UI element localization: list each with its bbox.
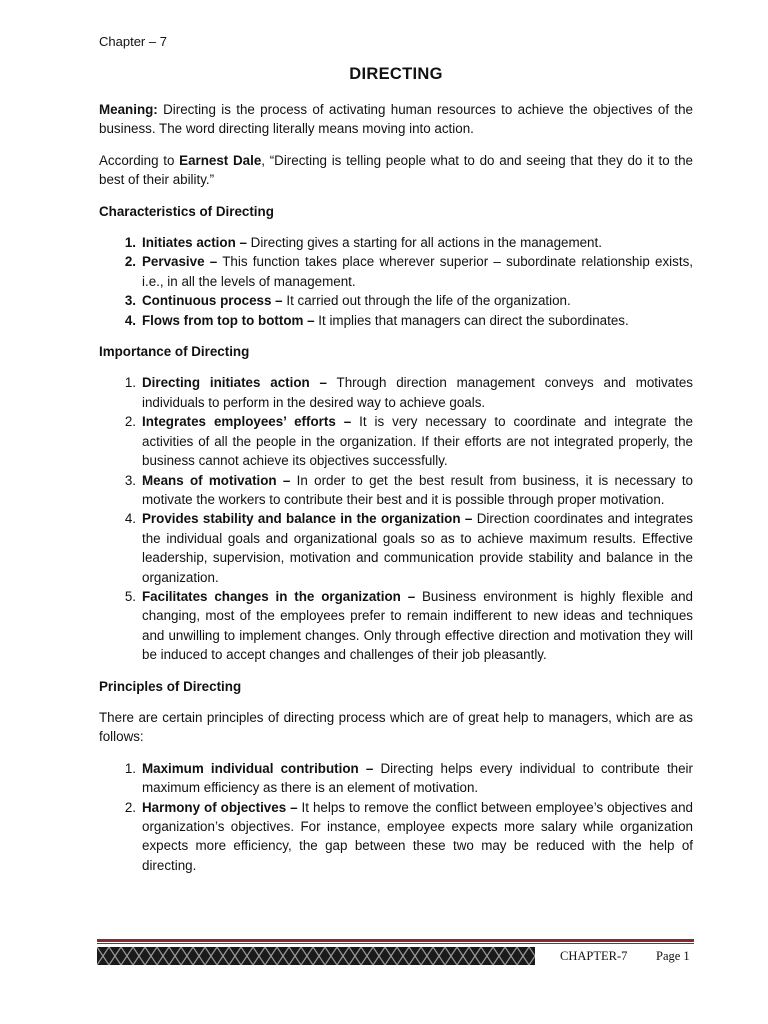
list-item: [99, 291, 693, 310]
footer-pattern-band: [97, 947, 535, 965]
list-text: Directing gives a starting for all actions in the management.: [246, 235, 602, 251]
principles-intro: There are certain principles of directing process which are of great help to managers, which are as follows:: [99, 709, 693, 745]
importance-heading: Importance of Directing: [99, 344, 250, 360]
list-number: 2.: [124, 799, 136, 815]
list-term: Flows from top to bottom –: [142, 312, 315, 328]
list-text: In order to get the best result from business, it is necessary to motivate the workers to contribute their best and it is possible through proper motivation.: [142, 472, 693, 507]
list-text: Through direction management conveys and motivates individuals to perform in the desired way to achieve goals.: [142, 375, 693, 410]
list-item: [99, 587, 693, 665]
list-number: 3.: [124, 293, 136, 309]
page-title: DIRECTING: [349, 65, 443, 83]
quote-prefix: According to: [99, 152, 180, 168]
list-number: 5.: [124, 588, 136, 604]
footer-rule-thin: [97, 943, 694, 944]
list-item: [99, 252, 693, 291]
list-term: Harmony of objectives –: [142, 799, 298, 815]
list-term: Provides stability and balance in the organization –: [142, 511, 473, 527]
quote-paragraph: [99, 151, 693, 190]
footer-page-number: Page 1: [656, 949, 690, 963]
list-term: Integrates employees’ efforts –: [142, 414, 352, 430]
chapter-label: Chapter – 7: [99, 34, 167, 49]
list-term: Facilitates changes in the organization –: [142, 588, 416, 604]
footer-chapter-label: CHAPTER-7: [560, 949, 628, 963]
principles-heading: Principles of Directing: [99, 678, 242, 694]
meaning-label: Meaning:: [99, 102, 158, 117]
importance-list: [99, 373, 693, 664]
list-item: [99, 311, 693, 330]
list-text: Directing helps every individual to contribute their maximum efficiency as there is an element of motivation.: [142, 760, 693, 796]
list-item: [99, 471, 693, 510]
list-number: 2.: [124, 414, 136, 430]
list-number: 4.: [124, 312, 136, 328]
list-number: 1.: [124, 760, 136, 776]
footer-rule: [97, 939, 694, 942]
list-text: It helps to remove the conflict between employee’s objectives and organization’s objectives. For instance, employee expects more salary while organization expects more efficiency, the gap between these two may be reduced with the help of directing.: [142, 799, 693, 873]
quote-author: Earnest Dale: [179, 152, 262, 168]
list-text: It carried out through the life of the organization.: [282, 293, 571, 309]
list-term: Directing initiates action –: [142, 375, 327, 391]
list-term: Maximum individual contribution –: [142, 760, 374, 776]
list-number: 1.: [124, 375, 136, 391]
list-item: [99, 798, 693, 876]
characteristics-heading: Characteristics of Directing: [99, 203, 274, 219]
list-item: [99, 412, 693, 470]
list-term: Continuous process –: [142, 293, 283, 309]
list-text: It implies that managers can direct the subordinates.: [314, 312, 629, 328]
meaning-paragraph: [99, 100, 693, 139]
characteristics-list: [99, 233, 693, 330]
list-term: Pervasive –: [142, 254, 218, 270]
list-term: Means of motivation –: [142, 472, 291, 488]
list-item: [99, 509, 693, 587]
list-number: 1.: [124, 235, 136, 251]
list-number: 3.: [124, 472, 136, 488]
list-text: Business environment is highly flexible and changing, most of the employees prefer to remain indifferent to new ideas and techniques and unwilling to implement changes. Only through effective direction and motivation they will be induced to accept changes and challenges of their job pleasantly.: [142, 588, 693, 663]
list-number: 2.: [124, 254, 136, 270]
list-term: Initiates action –: [142, 235, 247, 251]
list-text: Direction coordinates and integrates the individual goals and organizational goals so as to achieve maximum results. Effective leadership, supervision, motivation and communication provide stability and balance in the organization.: [142, 511, 693, 585]
list-number: 4.: [124, 511, 136, 527]
principles-list: [99, 759, 693, 875]
list-item: [99, 233, 693, 252]
meaning-text: Directing is the process of activating human resources to achieve the objectives of the business. The word directing literally means moving into action.: [99, 102, 693, 137]
quote-text: , “Directing is telling people what to do and seeing that they do it to the best of their ability.”: [99, 152, 693, 188]
list-item: [99, 373, 693, 412]
list-item: [99, 759, 693, 798]
list-text: This function takes place wherever superior – subordinate relationship exists, i.e., in all the levels of management.: [142, 254, 693, 289]
document-body: [99, 100, 693, 887]
list-text: It is very necessary to coordinate and integrate the activities of all the people in the organization. If their efforts are not integrated properly, the business cannot achieve its objectives successfully.: [142, 414, 693, 469]
